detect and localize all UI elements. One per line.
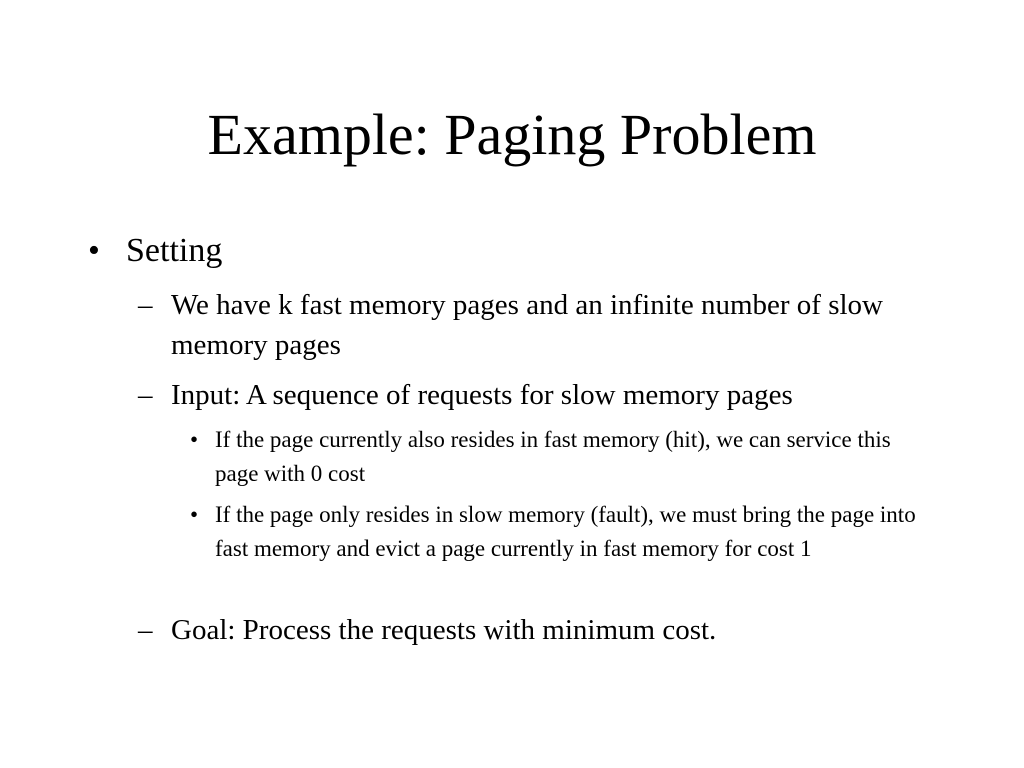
dash-marker: – <box>138 614 153 646</box>
bullet-marker: • <box>190 502 199 527</box>
slide-title: Example: Paging Problem <box>207 102 817 167</box>
sub-bullet-text: Input: A sequence of requests for slow memory pages <box>171 379 793 411</box>
sub-sub-bullet-hit <box>190 423 938 491</box>
bullet-marker: • <box>190 427 199 452</box>
bullet-marker: • <box>88 232 100 269</box>
sub-sub-bullet-text: If the page currently also resides in fast memory (hit), we can service this page with 0 cost <box>215 427 891 486</box>
dash-marker: – <box>138 379 153 411</box>
sub-bullet-text: We have k fast memory pages and an infinite number of slow memory pages <box>171 289 883 361</box>
sub-bullet-memory-pages <box>138 285 948 365</box>
dash-marker: – <box>138 289 153 321</box>
sub-bullet-text: Goal: Process the requests with minimum cost. <box>171 614 717 646</box>
sub-sub-bullet-fault <box>190 498 938 566</box>
sub-sub-bullet-text: If the page only resides in slow memory (fault), we must bring the page into fast memory and evict a page currently in fast memory for cost 1 <box>215 502 916 561</box>
bullet-text: Setting <box>126 232 223 269</box>
bullet-setting <box>88 230 948 272</box>
sub-bullet-goal <box>138 610 948 650</box>
sub-bullet-input <box>138 375 948 415</box>
